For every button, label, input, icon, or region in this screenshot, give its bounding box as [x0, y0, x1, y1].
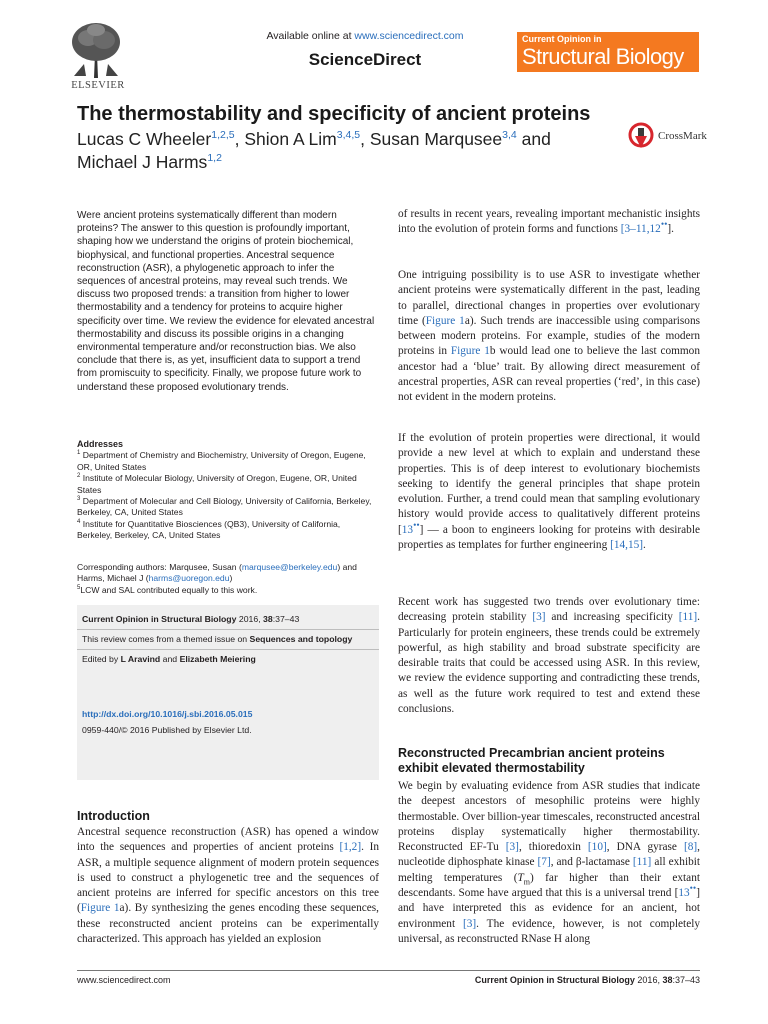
info-divider: [77, 629, 379, 630]
elsevier-logo: [68, 20, 128, 92]
available-prefix: Available online at: [266, 30, 355, 42]
body-paragraph: If the evolution of protein properties were directional, it would provide a new level at which to explain and understand these properties. This is of deep interest to evolutionary biochemists seeking to identify the general principles that shape protein evolution. Further, a trend could mean that sampling evolutionary history would provide access to qualitatively different proteins [13••] — a boon to engineers looking for proteins with desirable properties as templates for further engineering [14,15].: [398, 432, 700, 552]
doi-line: [82, 709, 252, 719]
author-list: Lucas C Wheeler$^{1,2,5}$, Shion A Lim$^{3,4,5}$, Susan Marqusee$^{3,4}$ and Michael J Harms$^{1,2}$: [77, 129, 551, 172]
addresses: [77, 439, 377, 542]
reference-link[interactable]: [1,2]: [339, 841, 362, 854]
crossmark-label: CrossMark: [658, 130, 707, 142]
reference-link[interactable]: 13••: [678, 884, 697, 900]
email-link[interactable]: marqusee@berkeley.edu: [241, 562, 338, 572]
email-link[interactable]: harms@uoregon.edu: [148, 573, 230, 584]
figure-link[interactable]: Figure 1: [450, 345, 490, 358]
addresses-heading: Addresses: [77, 439, 124, 449]
section-heading: Introduction: [77, 809, 150, 823]
issn-line: 0959-440/© 2016 Published by Elsevier Ltd.: [82, 725, 252, 735]
reference-link[interactable]: [7]: [537, 856, 551, 869]
author-name: Lucas C Wheeler: [77, 129, 212, 149]
address-item: $^3$ Department of Molecular and Cell Biology, University of California, Berkeley, Berkeley, CA, United States: [77, 496, 372, 518]
body-paragraph: We begin by evaluating evidence from ASR studies that indicate the deepest ancestors of mesophilic proteins were highly thermostable. Over billion-year timescales, reconstructed ancestral proteins display systematically higher thermostability. Reconstructed EF-Tu [3], thioredoxin [10], DNA gyrase [8], nucleotide diphosphate kinase [7], and β-lactamase [11] all exhibit melting temperatures $(T_m)$ far higher than their extant descendants. Some have argued that this is a universal trend [13••] and have interpreted this as evidence for an ancient, hot environment [3]. The evidence, however, is not completely universal, as reconstructed RNase H along: [398, 780, 701, 945]
address-item: $^2$ Institute of Molecular Biology, University of Oregon, Eugene, OR, United States: [77, 473, 357, 495]
body-paragraph: Ancestral sequence reconstruction (ASR) has opened a window into the sequences and properties of ancient proteins [1,2]. In ASR, a multiple sequence alignment of modern protein sequences is used to construct a phylogenetic tree and the sequences of ancient proteins are inferred for specific ancestors on this tree (Figure 1a). By synthesizing the genes encoding these sequences, these reconstructed ancient proteins can be experimentally characterized. This approach has yielded an explosion: [77, 826, 380, 946]
reference-link[interactable]: [3]: [532, 611, 546, 624]
crossmark-badge[interactable]: [628, 122, 708, 152]
body-paragraph: One intriguing possibility is to use ASR to investigate whether ancient proteins were systematically different in the past, leading to parallel, directional changes in properties over evolutionary time (Figure 1a). Such trends are inaccessible using comparisons between modern proteins. For example, studies of the modern proteins in Figure 1b would lead one to believe the last common ancestor had a ‘blue’ trait. By allowing direct measurement of ancestral properties, ASR can reveal properties (‘red’, in this case) not evident in the modern proteins.: [398, 269, 701, 404]
sciencedirect-link[interactable]: www.sciencedirect.com: [354, 30, 464, 42]
reference-link[interactable]: 13••: [401, 521, 420, 536]
info-divider: [77, 649, 379, 650]
elsevier-tree-icon: [68, 20, 124, 78]
journal-logo: [517, 32, 699, 72]
equal-contribution-note: LCW and SAL contributed equally to this work.: [80, 584, 258, 595]
author-affiliation[interactable]: 3,4: [502, 129, 517, 142]
author-and: and: [521, 129, 551, 149]
correspondence: Corresponding authors: Marqusee, Susan (marqusee@berkeley.edu) and Harms, Michael J (harms@uoregon.edu) $^5$LCW and SAL contributed equally to this work.: [77, 562, 357, 595]
reference-link[interactable]: [3]: [462, 917, 477, 930]
sciencedirect-brand: ScienceDirect: [308, 50, 422, 69]
reference-link[interactable]: [11]: [678, 611, 698, 624]
figure-link[interactable]: Figure 1: [80, 902, 120, 915]
section-heading: Reconstructed Precambrian ancient proteins exhibit elevated thermostability: [398, 746, 665, 775]
body-paragraph: Recent work has suggested two trends over evolutionary time: decreasing protein stability [3] and increasing specificity [11]. Particularly for protein engineers, these trends could be extremely powerful, as high stability and broad substrate specificity are desirable traits that could be accessed using ASR. In this review, we review the evidence supporting and contradicting these trends, as well as the future work required to test and extend these conclusions.: [398, 596, 700, 716]
author-name: Michael J Harms: [77, 152, 208, 172]
reference-link[interactable]: [14,15]: [610, 539, 644, 552]
author-affiliation[interactable]: 1,2: [207, 152, 222, 165]
body-paragraph: of results in recent years, revealing important mechanistic insights into the evolution of protein forms and functions [3–11,12••].: [398, 208, 700, 236]
author-name: Susan Marqusee: [369, 129, 503, 149]
reference-link[interactable]: [8]: [683, 841, 698, 854]
journal-logo-large: Structural Biology: [522, 44, 684, 69]
abstract: Were ancient proteins systematically different than modern proteins? The answer to this question is profoundly important, shaping how we understand the origins of protein biochemical, biophysical, and functional properties. Ancestral sequence reconstruction (ASR), a phylogenetic approach to infer the sequences of ancestral proteins, may reveal such trends. We discuss two proposed trends: a transition from higher to lower thermostability and a tendency for proteins to acquire higher specificity over time. We review the evidence for elevated ancestral thermostability and discuss its possible origins in a changing environmental temperature and/or reconstruction bias. We also conclude that there is, as yet, insufficient data to support a trend from promiscuity to specificity. Finally, we propose future work to understand these proposed evolutionary trends.: [77, 210, 375, 393]
availability-line: [220, 30, 510, 42]
article-title: The thermostability and specificity of ancient proteins: [77, 103, 591, 125]
footer-url[interactable]: www.sciencedirect.com: [77, 975, 171, 985]
author-name: Shion A Lim: [244, 129, 337, 149]
reference-link[interactable]: [10]: [587, 841, 607, 854]
author-affiliation[interactable]: 1,2,5: [211, 129, 235, 142]
footer-citation: Current Opinion in Structural Biology 2016, 38:37–43: [474, 975, 700, 985]
footer-divider: [77, 970, 700, 971]
figure-link[interactable]: Figure 1: [425, 314, 465, 327]
reference-link[interactable]: [11]: [632, 856, 652, 869]
crossmark-icon: [628, 122, 654, 150]
article-info-box: [77, 605, 379, 780]
editors-line: Edited by L Aravind and Elizabeth Meiering: [82, 654, 256, 664]
author-affiliation[interactable]: 3,4,5: [336, 129, 361, 142]
address-item: $^1$ Department of Chemistry and Biochemistry, University of Oregon, Eugene, OR, United States: [77, 450, 366, 472]
reference-link[interactable]: [3]: [505, 841, 519, 854]
themed-issue-line: This review comes from a themed issue on Sequences and topology: [82, 634, 353, 644]
citation-line: Current Opinion in Structural Biology 2016, 38:37–43: [82, 614, 300, 624]
address-item: $^4$ Institute for Quantitative Biosciences (QB3), University of California, Berkeley, Berkeley, CA, United States: [77, 518, 341, 541]
journal-logo-small: Current Opinion in: [522, 34, 602, 44]
doi-link[interactable]: http://dx.doi.org/10.1016/j.sbi.2016.05.015: [82, 709, 253, 719]
reference-link[interactable]: [3–11,12••: [620, 220, 668, 236]
publisher-name: ELSEVIER: [71, 80, 125, 91]
